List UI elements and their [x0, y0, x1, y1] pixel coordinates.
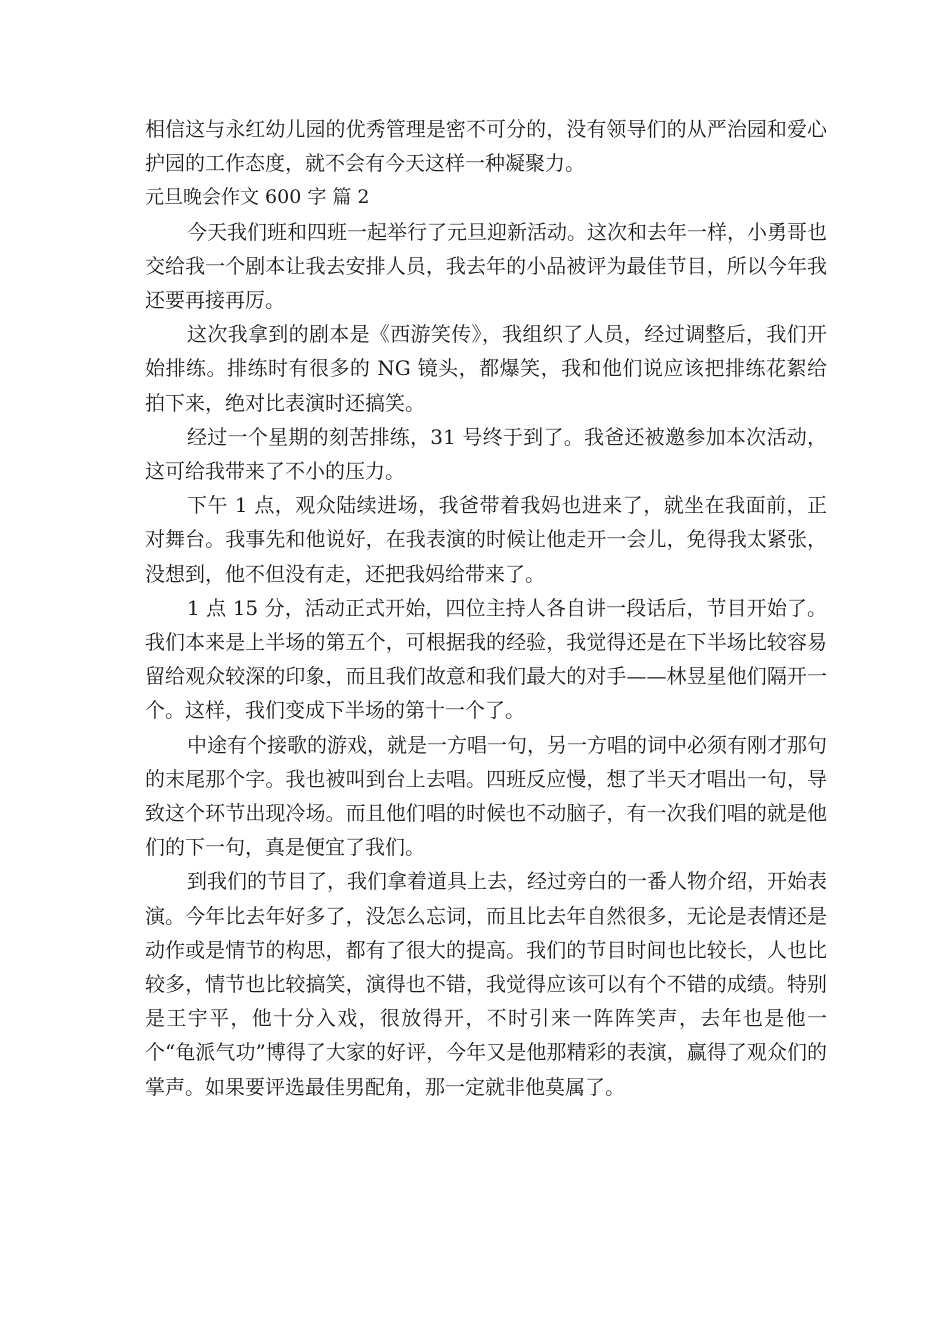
paragraph-4: 下午 1 点，观众陆续进场，我爸带着我妈也进来了，就坐在我面前，正对舞台。我事先和他说好，在我表演的时候让他走开一会儿，免得我太紧张，没想到，他不但没有走，还把我妈给带来了。	[145, 493, 827, 586]
paragraph-3: 经过一个星期的刻苦排练，31 号终于到了。我爸还被邀参加本次活动，这可给我带来了不小的压力。	[145, 424, 827, 484]
paragraph-6: 中途有个接歌的游戏，就是一方唱一句，另一方唱的词中必须有刚才那句的末尾那个字。我也被叫到台上去唱。四班反应慢，想了半天才唱出一句，导致这个环节出现冷场。而且他们唱的时候也不动脑子，有一次我们唱的就是他们的下一句，真是便宜了我们。	[145, 732, 827, 860]
intro-paragraph: 相信这与永红幼儿园的优秀管理是密不可分的，没有领导们的从严治园和爱心护园的工作态度，就不会有今天这样一种凝聚力。	[145, 117, 827, 176]
paragraph-2: 这次我拿到的剧本是《西游笑传》，我组织了人员，经过调整后，我们开始排练。排练时有很多的 NG 镜头，都爆笑，我和他们说应该把排练花絮给拍下来，绝对比表演时还搞笑。	[145, 322, 827, 415]
paragraph-1: 今天我们班和四班一起举行了元旦迎新活动。这次和去年一样，小勇哥也交给我一个剧本让我去安排人员，我去年的小品被评为最佳节目，所以今年我还要再接再厉。	[145, 219, 827, 313]
section-title: 元旦晚会作文 600 字 篇 2	[145, 186, 370, 209]
paragraph-5: 1 点 15 分，活动正式开始，四位主持人各自讲一段话后，节目开始了。我们本来是上半场的第五个，可根据我的经验，我觉得还是在下半场比较容易留给观众较深的印象，而且我们故意和我们最大的对手——林昱星他们隔开一个。这样，我们变成下半场的第十一个了。	[145, 595, 827, 723]
document-page	[145, 112, 827, 1104]
paragraph-7: 到我们的节目了，我们拿着道具上去，经过旁白的一番人物介绍，开始表演。今年比去年好多了，没怎么忘词，而且比去年自然很多，无论是表情还是动作或是情节的构思，都有了很大的提高。我们的节目时间也比较长，人也比较多，情节也比较搞笑，演得也不错，我觉得应该可以有个不错的成绩。特别是王宇平，他十分入戏，很放得开，不时引来一阵阵笑声，去年也是他一个“龟派气功”博得了大家的好评，今年又是他那精彩的表演，赢得了观众们的掌声。如果要评选最佳男配角，那一定就非他莫属了。	[145, 869, 827, 1099]
